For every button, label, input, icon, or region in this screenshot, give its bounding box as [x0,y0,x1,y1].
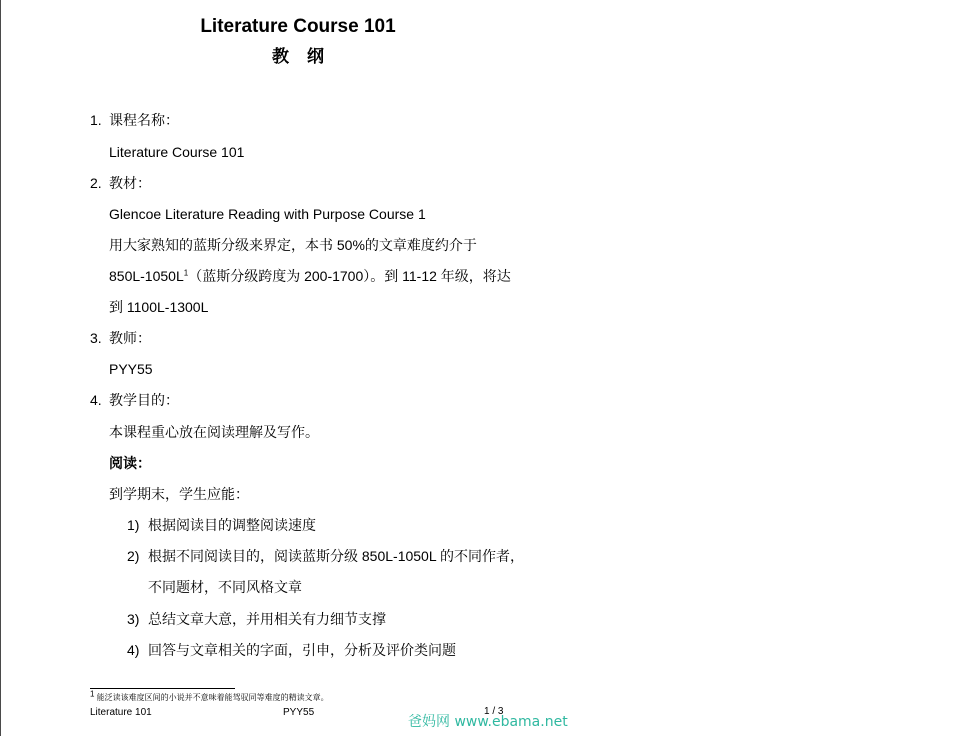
page-left-border [0,0,1,736]
list-item-text: 根据不同阅读目的，阅读蓝斯分级 850L-1050L 的不同作者， [148,548,524,564]
watermark: 爸妈网 www.ebama.net [408,714,568,730]
section-number: 1. [90,112,102,128]
list-item-text: 回答与文章相关的字面，引申，分析及评价类问题 [148,642,456,658]
lexile-span-text: （蓝斯分级跨度为 200-1700）。到 11-12 年级，将达 [188,268,511,284]
section-heading-text: 教材： [109,175,151,191]
footnote-separator [90,688,235,689]
footnote [90,689,329,704]
objectives-intro: 本课程重心放在阅读理解及写作。 [109,424,319,440]
document-title: Literature Course 101 [200,16,396,37]
section-number: 2. [90,175,102,191]
page-number: 1 / 3 [484,706,504,717]
reading-label: 阅读： [109,455,151,471]
textbook-desc-line-2 [109,267,511,285]
textbook-desc-line-1: 用大家熟知的蓝斯分级来界定，本书 50%的文章难度约介于 [109,237,477,253]
section-heading-text: 课程名称： [109,112,179,128]
textbook-title: Glencoe Literature Reading with Purpose Course 1 [109,206,426,222]
textbook-desc-line-3: 到 1100L-1300L [109,299,209,315]
list-number: 3) [127,611,140,627]
section-number: 3. [90,330,102,346]
section-heading-text: 教学目的： [109,392,179,408]
document-subtitle: 教纲 [272,47,342,66]
footnote-marker: 1 [90,689,95,699]
section-heading-text: 教师： [109,330,151,346]
footnote-reference[interactable]: 1 [183,268,189,278]
list-number: 4) [127,642,140,658]
list-number: 1) [127,517,140,533]
course-name: Literature Course 101 [109,144,245,160]
lexile-range: 850L-1050L [109,268,184,284]
list-number: 2) [127,548,140,564]
footer-teacher: PYY55 [283,707,315,718]
teacher-name: PYY55 [109,361,153,377]
objectives-lead: 到学期末，学生应能： [109,486,249,502]
list-item-text: 根据阅读目的调整阅读速度 [148,517,316,533]
objective-item-2-continued: 不同题材，不同风格文章 [148,579,302,595]
list-item-text: 总结文章大意，并用相关有力细节支撑 [148,611,386,627]
footer-course: Literature 101 [90,707,152,718]
footnote-text: 能泛读该难度区间的小说并不意味着能驾驭同等难度的精读文章。 [96,693,329,702]
section-number: 4. [90,392,102,408]
